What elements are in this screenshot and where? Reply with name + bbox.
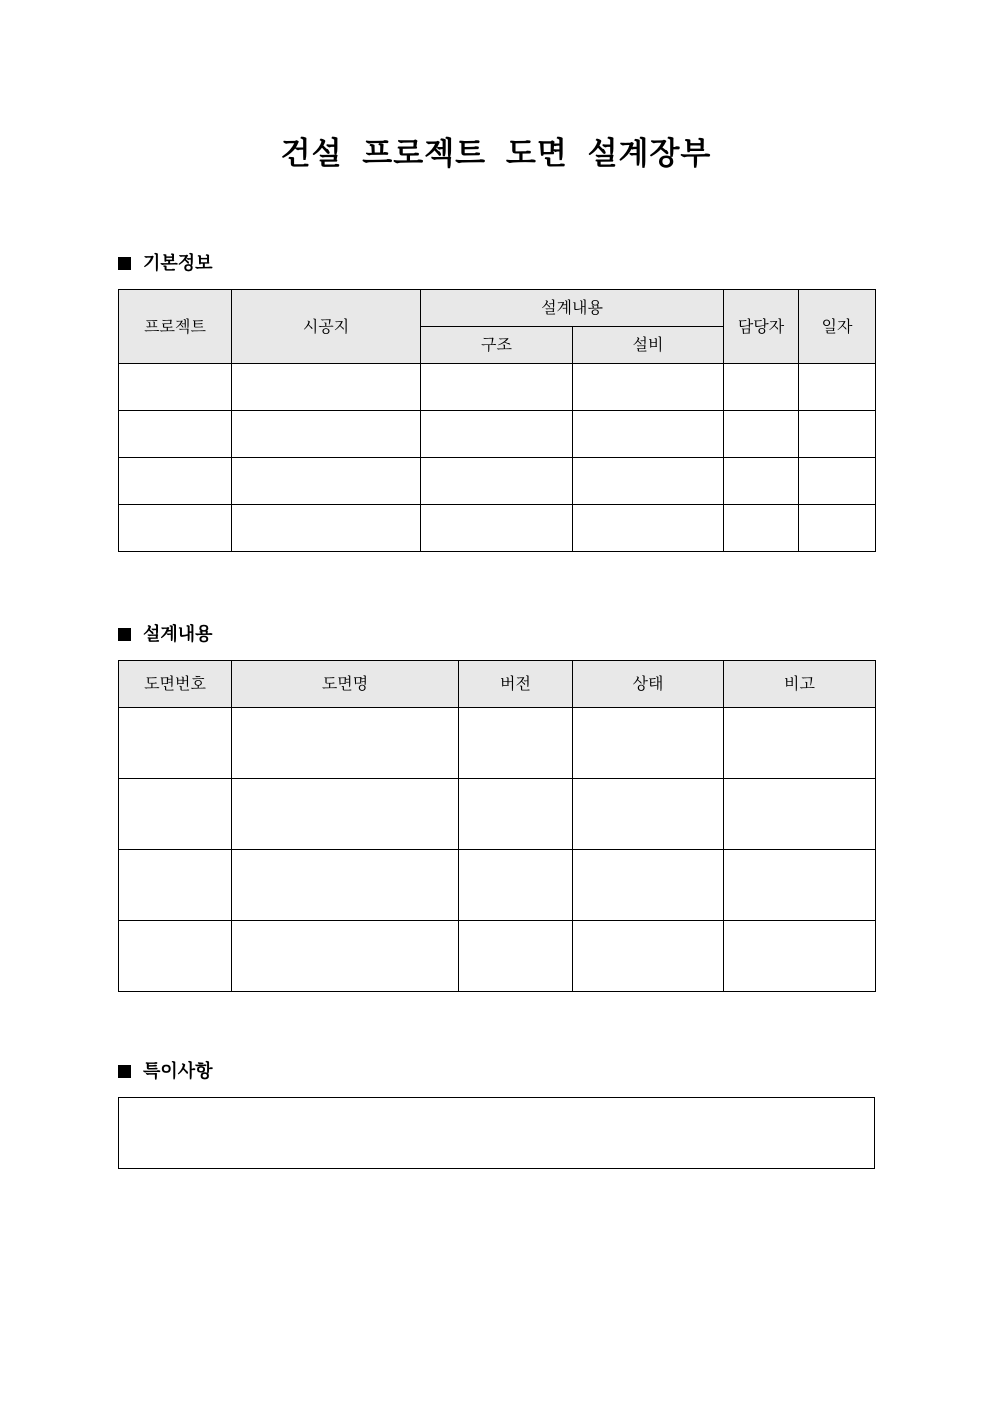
section-heading-basic-info-label: 기본정보 <box>143 253 213 274</box>
cell-date[interactable] <box>799 505 876 552</box>
cell-contractor[interactable] <box>232 505 421 552</box>
table-row <box>119 458 876 505</box>
cell-equipment[interactable] <box>573 458 724 505</box>
cell-manager[interactable] <box>724 411 799 458</box>
cell-version[interactable] <box>459 850 573 921</box>
cell-structure[interactable] <box>421 411 573 458</box>
table-row <box>119 850 876 921</box>
cell-manager[interactable] <box>724 364 799 411</box>
document-title: 건설 프로젝트 도면 설계장부 <box>280 136 712 172</box>
cell-status[interactable] <box>573 850 724 921</box>
cell-drawing-name[interactable] <box>232 921 459 992</box>
cell-remarks[interactable] <box>724 850 876 921</box>
notes-box[interactable] <box>118 1097 875 1169</box>
cell-structure[interactable] <box>421 458 573 505</box>
design-content-header-row <box>119 661 876 708</box>
cell-structure[interactable] <box>421 505 573 552</box>
cell-version[interactable] <box>459 779 573 850</box>
cell-project[interactable] <box>119 458 232 505</box>
cell-version[interactable] <box>459 921 573 992</box>
cell-version[interactable] <box>459 708 573 779</box>
header-remarks: 비고 <box>724 661 876 708</box>
header-version: 버전 <box>459 661 573 708</box>
cell-equipment[interactable] <box>573 505 724 552</box>
section-heading-design-content-label: 설계내용 <box>143 624 213 645</box>
header-contractor: 시공지 <box>232 290 421 364</box>
table-row <box>119 411 876 458</box>
cell-status[interactable] <box>573 921 724 992</box>
section-heading-design-content <box>118 623 213 647</box>
basic-info-header-row <box>119 290 876 327</box>
cell-remarks[interactable] <box>724 779 876 850</box>
header-manager: 담당자 <box>724 290 799 364</box>
header-date: 일자 <box>799 290 876 364</box>
header-project: 프로젝트 <box>119 290 232 364</box>
cell-date[interactable] <box>799 458 876 505</box>
table-row <box>119 505 876 552</box>
cell-project[interactable] <box>119 364 232 411</box>
cell-contractor[interactable] <box>232 411 421 458</box>
header-design-content: 설계내용 <box>421 290 724 327</box>
square-bullet-icon <box>118 628 131 641</box>
header-drawing-name: 도면명 <box>232 661 459 708</box>
square-bullet-icon <box>118 1065 131 1078</box>
section-heading-notes-label: 특이사항 <box>143 1061 213 1082</box>
section-heading-basic-info <box>118 252 213 276</box>
section-heading-notes <box>118 1060 213 1084</box>
cell-drawing-name[interactable] <box>232 850 459 921</box>
cell-project[interactable] <box>119 505 232 552</box>
header-equipment: 설비 <box>573 327 724 364</box>
design-content-table <box>118 660 876 992</box>
cell-drawing-no[interactable] <box>119 921 232 992</box>
cell-drawing-no[interactable] <box>119 779 232 850</box>
cell-drawing-name[interactable] <box>232 779 459 850</box>
cell-structure[interactable] <box>421 364 573 411</box>
header-drawing-no: 도면번호 <box>119 661 232 708</box>
header-status: 상태 <box>573 661 724 708</box>
cell-drawing-no[interactable] <box>119 850 232 921</box>
cell-drawing-name[interactable] <box>232 708 459 779</box>
basic-info-table <box>118 289 876 552</box>
cell-contractor[interactable] <box>232 458 421 505</box>
cell-status[interactable] <box>573 779 724 850</box>
cell-manager[interactable] <box>724 458 799 505</box>
cell-contractor[interactable] <box>232 364 421 411</box>
cell-equipment[interactable] <box>573 411 724 458</box>
table-row <box>119 779 876 850</box>
cell-drawing-no[interactable] <box>119 708 232 779</box>
cell-project[interactable] <box>119 411 232 458</box>
header-structure: 구조 <box>421 327 573 364</box>
cell-date[interactable] <box>799 411 876 458</box>
cell-status[interactable] <box>573 708 724 779</box>
table-row <box>119 364 876 411</box>
cell-manager[interactable] <box>724 505 799 552</box>
square-bullet-icon <box>118 257 131 270</box>
cell-date[interactable] <box>799 364 876 411</box>
cell-remarks[interactable] <box>724 708 876 779</box>
cell-remarks[interactable] <box>724 921 876 992</box>
table-row <box>119 708 876 779</box>
cell-equipment[interactable] <box>573 364 724 411</box>
table-row <box>119 921 876 992</box>
